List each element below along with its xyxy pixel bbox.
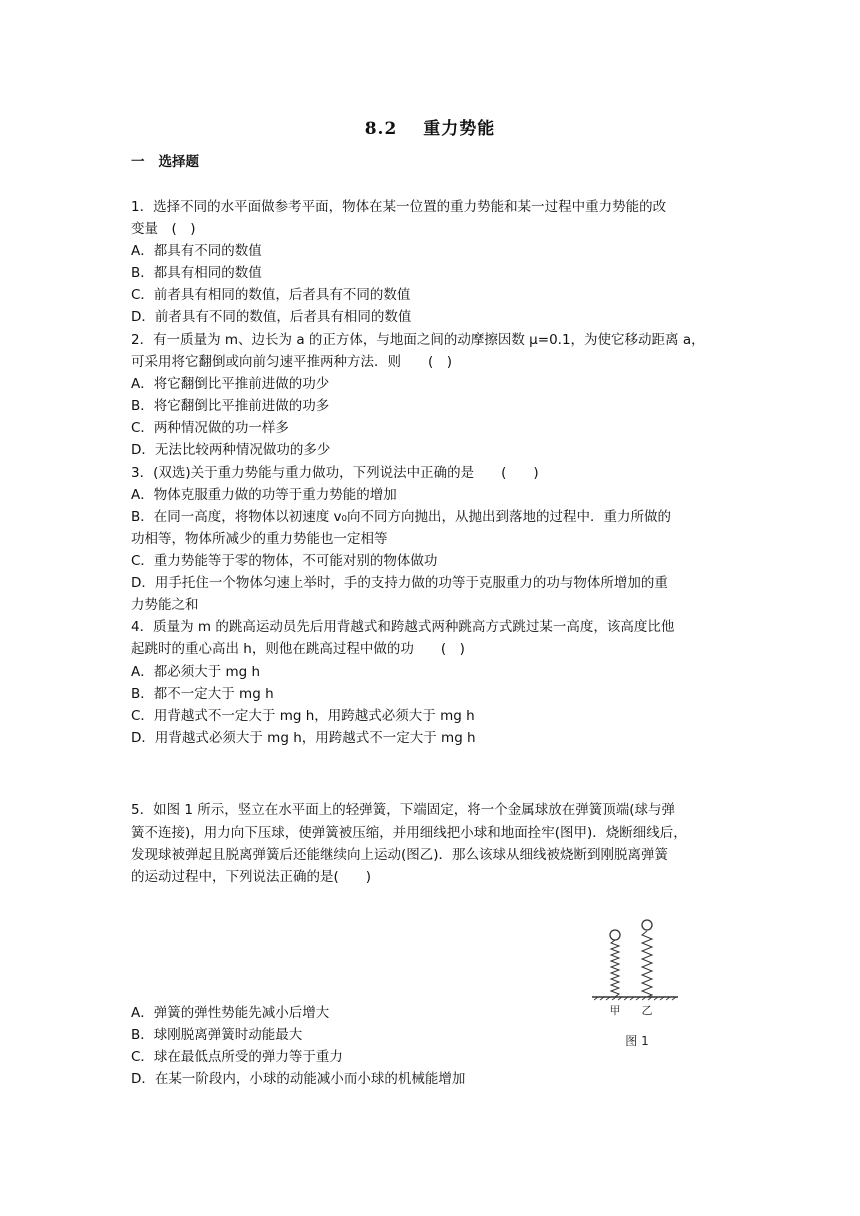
q5-option-d: D．在某一阶段内，小球的动能减小而小球的机械能增加: [131, 1071, 466, 1087]
q4-stem-line1: 4．质量为 m 的跳高运动员先后用背越式和跨越式两种跳高方式跳过某一高度，该高度比他: [131, 619, 675, 635]
q1-stem-line1: 1．选择不同的水平面做参考平面，物体在某一位置的重力势能和某一过程中重力势能的改: [131, 199, 667, 215]
q1-stem-line2: 变量 ( ): [131, 221, 196, 237]
q5-stem-line4: 的运动过程中，下列说法正确的是( ): [131, 869, 372, 885]
spring-left: [610, 930, 620, 997]
q1-option-d: D．前者具有不同的数值，后者具有相同的数值: [131, 309, 412, 325]
q2-option-b: B．将它翻倒比平推前进做的功多: [131, 398, 330, 414]
section-title: 选择题: [158, 154, 199, 170]
q4-option-b: B．都不一定大于 mg h: [131, 686, 274, 702]
q5-stem-line2: 簧不连接)，用力向下压球，使弹簧被压缩，并用细线把小球和地面拴牢(图甲)．烧断细线后，: [131, 825, 687, 841]
title-text: 重力势能: [423, 119, 496, 139]
figure-label-yi: 乙: [641, 1004, 653, 1017]
title-number: 8.2: [364, 119, 398, 139]
spring-figure: [588, 914, 684, 1054]
q5-stem-line3: 发现球被弹起且脱离弹簧后还能继续向上运动(图乙)．那么该球从细线被烧断到刚脱离弹簧: [131, 847, 669, 863]
q5-option-b: B．球刚脱离弹簧时动能最大: [131, 1027, 303, 1043]
q1-option-b: B．都具有相同的数值: [131, 265, 262, 281]
q2-option-a: A．将它翻倒比平推前进做的功少: [131, 376, 330, 392]
q3-option-d-line1: D．用手托住一个物体匀速上举时，手的支持力做的功等于克服重力的功与物体所增加的重: [131, 575, 668, 591]
figure-caption: 图 1: [625, 1034, 649, 1048]
q5-stem-line1: 5．如图 1 所示，竖立在水平面上的轻弹簧，下端固定，将一个金属球放在弹簧顶端(球与弹: [131, 802, 676, 818]
page-title: [0, 114, 860, 139]
q1-option-c: C．前者具有相同的数值，后者具有不同的数值: [131, 287, 411, 303]
q3-option-d-line2: 力势能之和: [131, 597, 199, 613]
section-mark: 一: [131, 154, 145, 170]
ground-line: [592, 997, 678, 1000]
q4-stem-line2: 起跳时的重心高出 h，则他在跳高过程中做的功 ( ): [131, 641, 465, 657]
spring-diagram: [588, 914, 684, 1054]
q3-option-a: A．物体克服重力做的功等于重力势能的增加: [131, 487, 397, 503]
q1-option-a: A．都具有不同的数值: [131, 243, 262, 259]
q4-option-d: D．用背越式必须大于 mg h，用跨越式不一定大于 mg h: [131, 730, 476, 746]
q4-option-c: C．用背越式不一定大于 mg h，用跨越式必须大于 mg h: [131, 708, 475, 724]
q2-stem-line2: 可采用将它翻倒或向前匀速平推两种方法．则 ( ): [131, 354, 453, 370]
q4-option-a: A．都必须大于 mg h: [131, 664, 261, 680]
q5-option-c: C．球在最低点所受的弹力等于重力: [131, 1049, 343, 1065]
q2-option-c: C．两种情况做的功一样多: [131, 420, 289, 436]
figure-label-jia: 甲: [609, 1004, 621, 1017]
spring-right: [642, 920, 652, 997]
q3-option-b-line2: 功相等，物体所减少的重力势能也一定相等: [131, 531, 388, 547]
section-heading: [131, 150, 199, 170]
q2-option-d: D．无法比较两种情况做功的多少: [131, 442, 331, 458]
q5-option-a: A．弹簧的弹性势能先减小后增大: [131, 1005, 330, 1021]
q3-option-c: C．重力势能等于零的物体，不可能对别的物体做功: [131, 553, 438, 569]
q3-option-b-line1: B．在同一高度，将物体以初速度 v₀向不同方向抛出，从抛出到落地的过程中．重力所做的: [131, 509, 671, 525]
q3-stem: 3．(双选)关于重力势能与重力做功，下列说法中正确的是 ( ): [131, 465, 539, 481]
q2-stem-line1: 2．有一质量为 m、边长为 a 的正方体，与地面之间的动摩擦因数 μ=0.1，为使它移动距离 a，: [131, 332, 705, 348]
